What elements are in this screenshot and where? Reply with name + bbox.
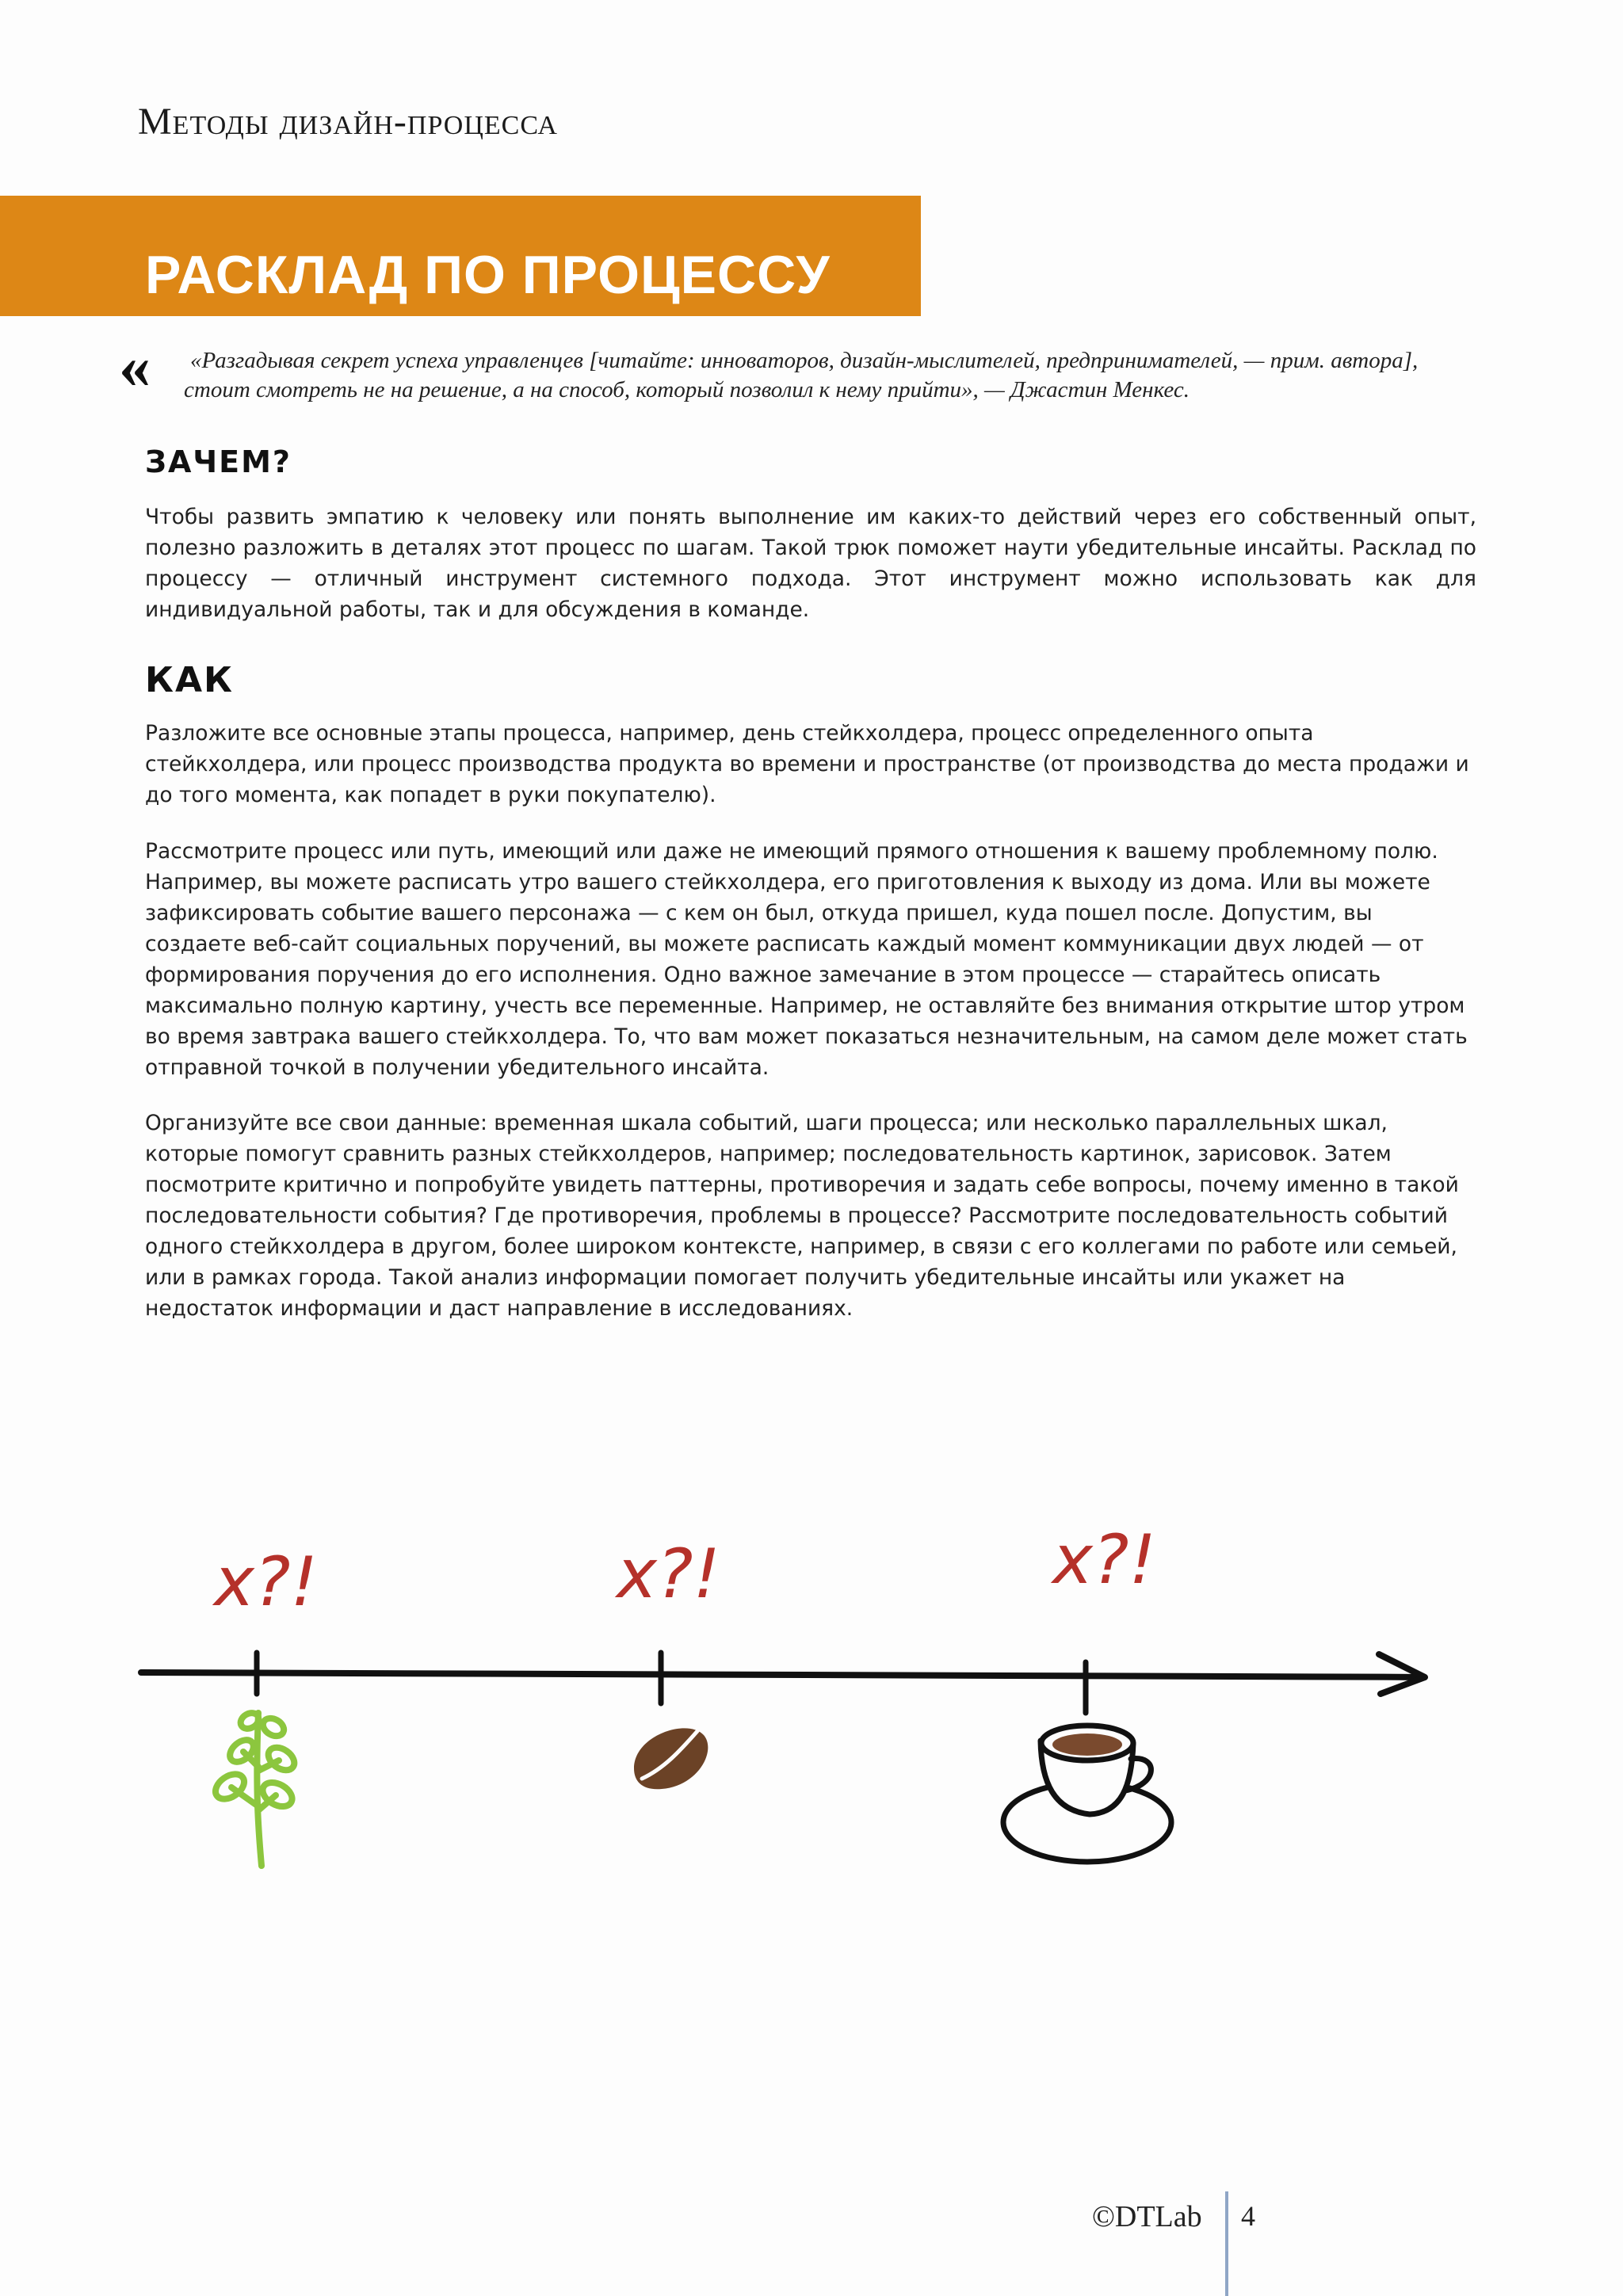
how-paragraph-2: Рассмотрите процесс или путь, имеющий или даже не имеющий прямого отношения к вашему проблемному полю. Например, вы можете расписать утро вашего стейкхолдера, его приготовления к выходу из дома. Или вы можете зафиксировать событие вашего персонажа — с кем он был, откуда пришел, куда пошел после. Допустим, вы создаете веб-сайт социальных поручений, вы можете расписать каждый момент коммуникации двух людей — от формирования поручения до его исполнения. Одно важное замечание в этом процессе — старайтесь описать максимально полную картину, учесть все переменные. Например, не оставляйте без внимания открытие штор утром во время завтрака вашего стейкхолдера. То, что вам может показаться незначительным, на самом деле может стать отправной точкой в получении убедительного инсайта. [145, 839, 1468, 1080]
page-number: 4 [1241, 2200, 1255, 2232]
page-header-title: Методы дизайн-процесса [138, 101, 558, 143]
quote-mark-icon: « [119, 332, 151, 402]
why-heading: ЗАЧЕМ? [145, 444, 292, 479]
how-heading: КАК [145, 660, 234, 700]
how-paragraph-1: Разложите все основные этапы процесса, например, день стейкхолдера, процесс определенного опыта стейкхолдера, или процесс производства продукта во времени и пространстве (от производства до места продажи и до того момента, как попадет в руки покупателю). [145, 721, 1469, 807]
footer-divider [1225, 2191, 1228, 2296]
sprout-icon [211, 1710, 298, 1866]
how-paragraph-3: Организуйте все свои данные: временная шкала событий, шаги процесса; или несколько параллельных шкал, которые помогут сравнить разных стейкхолдеров, например; последовательность картинок, зарисовок. Затем посмотрите критично и попробуйте увидеть паттерны, противоречия и задать себе вопросы, почему именно в такой последовательности события? Где противоречия, проблемы в процессе? Рассмотрите последовательность событий одного стейкхолдера в другом, более широком контексте, например, в связи с его коллегами по работе или семьей, или в рамках города. Такой анализ информации помогает получить убедительные инсайты или укажет на недостаток информации и даст направление в исследованиях. [145, 1111, 1459, 1321]
coffee-cup-icon [1003, 1726, 1171, 1862]
process-timeline-diagram [0, 1489, 1623, 1901]
why-paragraph: Чтобы развить эмпатию к человеку или понять выполнение им каких-то действий через его собственный опыт, полезно разложить в деталях этот процесс по шагам. Такой трюк поможет наути убедительные инсайты. Расклад по процессу — отличный инструмент системного подхода. Этот инструмент можно использовать как для индивидуальной работы, так и для обсуждения в команде. [145, 505, 1476, 622]
timeline-mark-1: x?! [214, 1543, 319, 1622]
timeline-mark-3: x?! [1052, 1520, 1157, 1600]
timeline-mark-2: x?! [617, 1535, 721, 1614]
timeline-arrow [141, 1654, 1425, 1694]
quote-text: «Разгадывая секрет успеха управленцев [читайте: инноваторов, дизайн-мыслителей, предпринимателей, — прим. автора], стоит смотреть не на решение, а на способ, который позволил к нему прийти», — Джастин Менкес. [184, 348, 1419, 402]
banner-title: РАСКЛАД ПО ПРОЦЕССУ [145, 245, 831, 305]
footer-brand: ©DTLab [1092, 2200, 1202, 2233]
coffee-bean-icon [634, 1728, 708, 1789]
